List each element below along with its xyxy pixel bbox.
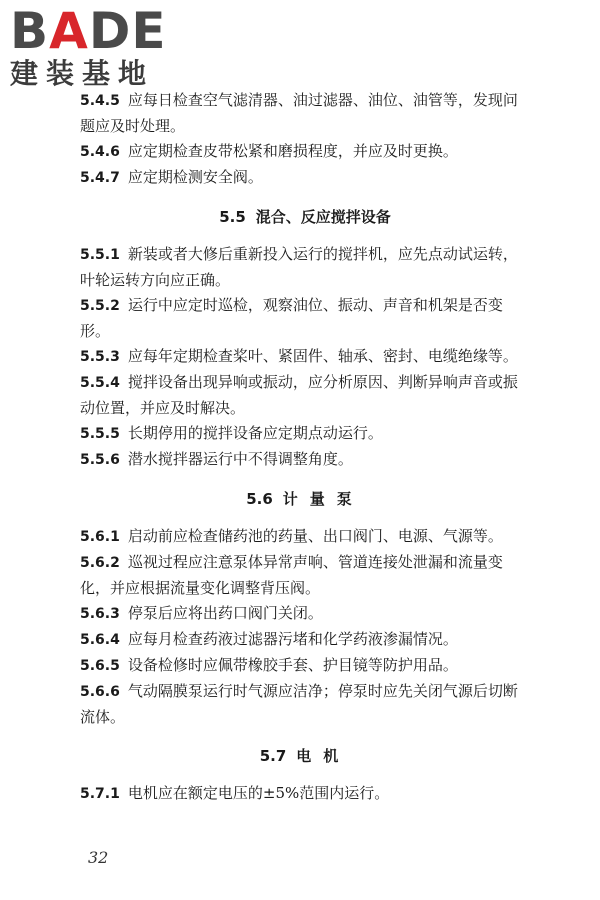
clause-text: 运行中应定时巡检，观察油位、振动、声音和机架是否变形。	[80, 296, 503, 340]
clause-number: 5.7.1	[80, 786, 120, 802]
clause-number: 5.5.2	[80, 298, 120, 314]
clause-number: 5.6.6	[80, 684, 120, 700]
page-number: 32	[88, 848, 109, 867]
clause	[80, 242, 530, 293]
clause-text: 应定期检测安全阀。	[127, 168, 263, 186]
clause	[80, 139, 530, 165]
section-number: 5.5	[219, 208, 246, 226]
clause	[80, 601, 530, 627]
section-number: 5.7	[259, 747, 287, 765]
clause	[80, 679, 530, 730]
clause-text: 启动前应检查储药池的药量、出口阀门、电源、气源等。	[127, 527, 503, 545]
clause	[80, 370, 530, 421]
clause-number: 5.4.5	[80, 93, 120, 109]
clause-text: 停泵后应将出药口阀门关闭。	[127, 604, 323, 622]
clause-number: 5.4.7	[80, 170, 120, 186]
section-title: 计量泵	[282, 490, 364, 508]
clause	[80, 165, 530, 191]
clause-text: 潜水搅拌器运行中不得调整角度。	[127, 450, 353, 468]
section-heading	[80, 744, 530, 769]
clause	[80, 524, 530, 550]
clause-text: 气动隔膜泵运行时气源应洁净；停泵时应先关闭气源后切断流体。	[80, 682, 518, 726]
clause-number: 5.5.3	[80, 349, 120, 365]
clause	[80, 627, 530, 653]
logo-letters-prefix: B	[10, 2, 50, 60]
logo-letter-accent: A	[49, 2, 89, 60]
section-heading	[80, 205, 530, 230]
clause-text: 应每月检查药液过滤器污堵和化学药液渗漏情况。	[127, 630, 458, 648]
clause-number: 5.4.6	[80, 144, 120, 160]
section-title: 混合、反应搅拌设备	[255, 208, 391, 226]
clause	[80, 293, 530, 344]
logo-letters-suffix: DE	[88, 2, 167, 60]
clause	[80, 653, 530, 679]
clause	[80, 88, 530, 139]
section-heading	[80, 487, 530, 512]
clause-text: 搅拌设备出现异响或振动，应分析原因、判断异响声音或振动位置，并应及时解决。	[80, 373, 518, 417]
section-number: 5.6	[246, 490, 273, 508]
logo-chinese-name: 建装基地	[10, 57, 155, 90]
clause-number: 5.6.2	[80, 555, 120, 571]
clause-text: 新装或者大修后重新投入运行的搅拌机，应先点动试运转，叶轮运转方向应正确。	[80, 245, 518, 289]
clause-number: 5.5.4	[80, 375, 120, 391]
section-title: 电机	[296, 747, 351, 765]
clause	[80, 447, 530, 473]
logo-wordmark	[10, 2, 180, 60]
clause-number: 5.6.3	[80, 606, 120, 622]
clause-text: 电机应在额定电压的±5%范围内运行。	[127, 784, 390, 802]
clause-number: 5.5.1	[80, 247, 120, 263]
clause	[80, 421, 530, 447]
clause	[80, 550, 530, 601]
clause-text: 应每日检查空气滤清器、油过滤器、油位、油管等，发现问题应及时处理。	[80, 91, 518, 135]
clause-number: 5.5.5	[80, 426, 120, 442]
clause-number: 5.6.4	[80, 632, 120, 648]
clause-number: 5.6.5	[80, 658, 120, 674]
clause	[80, 344, 530, 370]
clause-number: 5.6.1	[80, 529, 120, 545]
document-body	[80, 88, 530, 807]
clause-text: 应定期检查皮带松紧和磨损程度，并应及时更换。	[127, 142, 458, 160]
clause	[80, 781, 530, 807]
clause-text: 应每年定期检查桨叶、紧固件、轴承、密封、电缆绝缘等。	[127, 347, 518, 365]
clause-number: 5.5.6	[80, 452, 120, 468]
clause-text: 巡视过程应注意泵体异常声响、管道连接处泄漏和流量变化，并应根据流量变化调整背压阀。	[80, 553, 503, 597]
clause-text: 设备检修时应佩带橡胶手套、护目镜等防护用品。	[127, 656, 458, 674]
clause-text: 长期停用的搅拌设备应定期点动运行。	[127, 424, 383, 442]
logo	[10, 2, 180, 92]
